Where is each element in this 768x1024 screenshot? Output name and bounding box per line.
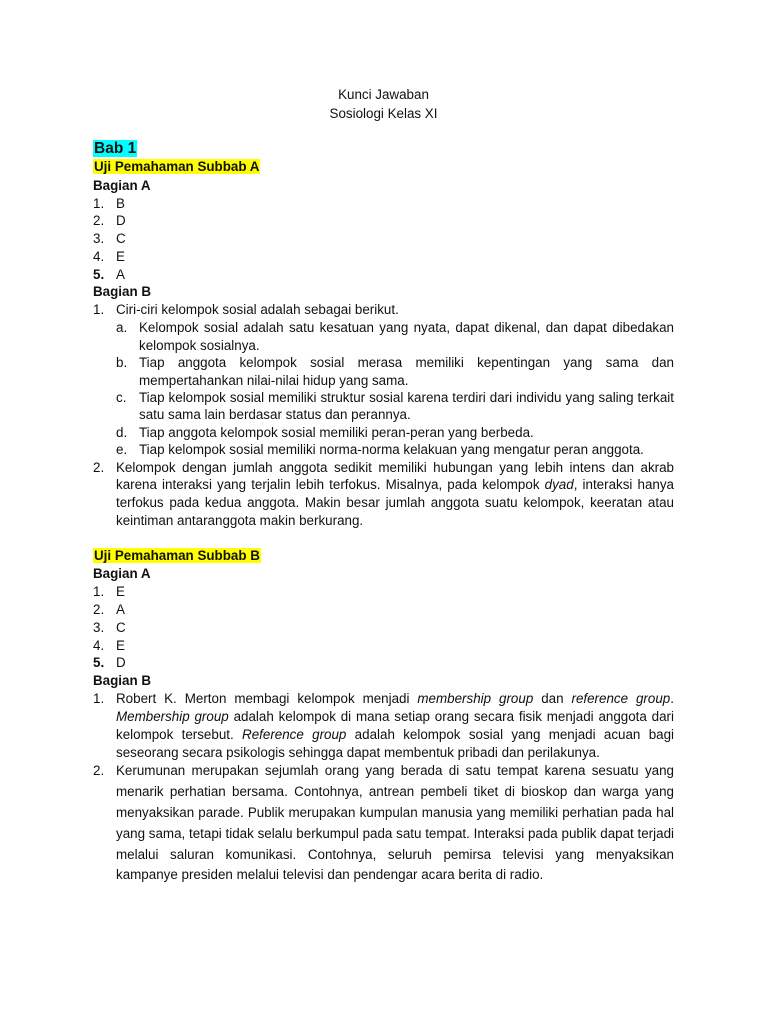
essay-number: 1. bbox=[93, 302, 105, 318]
essay-text: adalah kelompok di mana setiap orang secara fisik menjadi anggota dari kelompok tersebut. bbox=[116, 709, 674, 742]
answer-number: 1. bbox=[93, 584, 105, 600]
section-a-answer-4 bbox=[93, 248, 674, 266]
answer-value: A bbox=[116, 602, 125, 618]
answer-number: 1. bbox=[93, 195, 105, 211]
section-b-essay-2 bbox=[93, 761, 674, 886]
section-a-bagian-a-label: Bagian A bbox=[93, 177, 151, 193]
title-line-1: Kunci Jawaban bbox=[338, 87, 429, 102]
section-a-answer-3 bbox=[93, 230, 674, 248]
answer-value: C bbox=[116, 619, 126, 635]
section-b-answer-5 bbox=[93, 654, 674, 672]
answer-number: 4. bbox=[93, 248, 105, 264]
essay-text: Kelompok dengan jumlah anggota sedikit memiliki hubungan yang lebih intens dan akrab karena interaksi yang terjalin lebih terfokus. Misalnya, pada kelompok bbox=[116, 459, 674, 493]
item-letter: e. bbox=[116, 442, 128, 458]
item-text: Tiap anggota kelompok sosial merasa memiliki kepentingan yang sama dan mempertahankan nilai-nilai hidup yang sama. bbox=[139, 355, 674, 388]
answer-value: D bbox=[116, 213, 126, 229]
essay-text-italic: dyad bbox=[544, 477, 574, 493]
section-b-answer-3 bbox=[93, 619, 674, 637]
section-a-essay-1 bbox=[93, 301, 674, 319]
section-b-bagian-b-label: Bagian B bbox=[93, 673, 152, 689]
section-a-essay-1-item-d bbox=[93, 424, 674, 441]
section-b-answer-2 bbox=[93, 601, 674, 619]
chapter-heading bbox=[93, 139, 674, 158]
item-text: Kelompok sosial adalah satu kesatuan yang nyata, dapat dikenal, dan dapat dibedakan kelompok sosialnya. bbox=[139, 320, 674, 353]
answer-value: D bbox=[116, 655, 126, 671]
section-b-answer-1 bbox=[93, 583, 674, 601]
item-text: Tiap anggota kelompok sosial memiliki peran-peran yang berbeda. bbox=[139, 424, 534, 440]
answer-value: B bbox=[116, 195, 125, 211]
essay-number: 2. bbox=[93, 763, 105, 779]
answer-number: 3. bbox=[93, 619, 105, 635]
answer-number: 2. bbox=[93, 602, 105, 618]
section-a-heading-text: Uji Pemahaman Subbab A bbox=[94, 159, 260, 174]
section-a-answer-5 bbox=[93, 266, 674, 284]
title-line-2: Sosiologi Kelas XI bbox=[329, 105, 438, 121]
essay-text-italic: Membership group bbox=[116, 709, 229, 724]
section-a-essay-1-item-c bbox=[93, 389, 674, 424]
section-b-essay-1 bbox=[93, 690, 674, 761]
answer-number: 2. bbox=[93, 213, 105, 229]
section-a-essay-1-item-e bbox=[93, 441, 674, 458]
answer-number: 3. bbox=[93, 231, 105, 247]
section-a-essay-2 bbox=[93, 459, 674, 530]
item-text: Tiap kelompok sosial memiliki norma-norma kelakuan yang mengatur peran anggota. bbox=[139, 442, 644, 458]
section-gap bbox=[93, 530, 674, 547]
item-letter: b. bbox=[116, 355, 128, 371]
section-a-bagian-b-label: Bagian B bbox=[93, 284, 152, 300]
item-text: Tiap kelompok sosial memiliki struktur sosial karena terdiri dari individu yang saling terkait satu sama lain berdasar status dan perannya. bbox=[139, 389, 674, 423]
essay-number: 2. bbox=[93, 459, 105, 475]
essay-text-italic: membership group bbox=[417, 691, 534, 707]
essay-number: 1. bbox=[93, 691, 105, 707]
item-letter: c. bbox=[116, 389, 127, 405]
answer-number: 5. bbox=[93, 266, 105, 282]
item-letter: d. bbox=[116, 424, 128, 440]
section-b-answer-4 bbox=[93, 637, 674, 655]
essay-text: Kerumunan merupakan sejumlah orang yang berada di satu tempat karena sesuatu yang menarik perhatian bersama. Contohnya, antrean pembeli tiket di bioskop dan warga yang menyaksikan parade. Publik merupakan kumpulan manusia yang memiliki perhatian pada hal yang sama, tetapi tidak selalu berkumpul pada satu tempat. Interaksi pada publik dapat terjadi melalui saluran komunikasi. Contohnya, seluruh pemirsa televisi yang menyaksikan kampanye presiden melalui televisi dan pendengar acara berita di radio. bbox=[116, 763, 674, 883]
essay-text-italic: Reference group bbox=[242, 726, 347, 742]
answer-value: E bbox=[116, 584, 125, 600]
chapter-heading-text: Bab 1 bbox=[94, 140, 137, 157]
essay-text: Robert K. Merton membagi kelompok menjadi bbox=[116, 691, 418, 707]
essay-text-italic: reference group bbox=[571, 691, 671, 707]
answer-value: C bbox=[116, 231, 126, 247]
answer-value: E bbox=[116, 637, 125, 653]
section-a-heading bbox=[93, 158, 674, 177]
section-b-bagian-a-label: Bagian A bbox=[93, 566, 151, 582]
section-a-answer-1 bbox=[93, 195, 674, 213]
answer-value: E bbox=[116, 248, 125, 264]
section-a-essay-1-item-a bbox=[93, 319, 674, 354]
answer-number: 4. bbox=[93, 637, 105, 653]
document-content bbox=[93, 86, 674, 886]
item-letter: a. bbox=[116, 320, 128, 336]
section-a-answer-2 bbox=[93, 212, 674, 230]
essay-text: Ciri-ciri kelompok sosial adalah sebagai berikut. bbox=[116, 302, 399, 318]
answer-value: A bbox=[116, 266, 125, 282]
essay-text: . bbox=[670, 691, 674, 707]
answer-number: 5. bbox=[93, 655, 105, 671]
section-b-heading-text: Uji Pemahaman Subbab B bbox=[94, 547, 260, 563]
section-a-essay-1-item-b bbox=[93, 354, 674, 389]
essay-text: adalah kelompok sosial yang menjadi acuan bagi seseorang secara psikologis sehingga dapat membentuk pribadi dan perilakunya. bbox=[116, 726, 675, 760]
essay-text: dan bbox=[533, 691, 572, 707]
essay-text: , interaksi hanya terfokus pada kedua anggota. Makin besar jumlah anggota suatu kelompok, keeratan atau keintiman antaranggota makin berkurang. bbox=[116, 477, 674, 528]
section-b-heading bbox=[93, 547, 674, 566]
